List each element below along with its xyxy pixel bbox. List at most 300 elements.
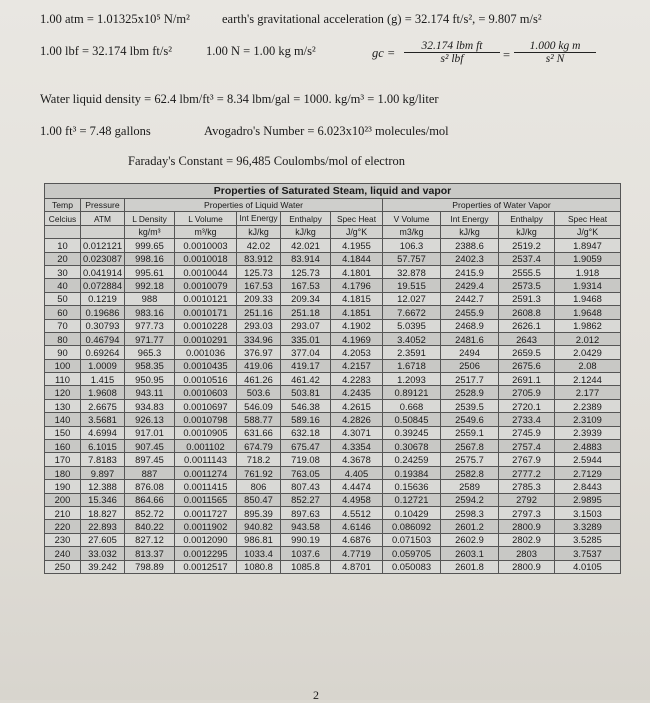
vapor-group-header: Properties of Water Vapor bbox=[383, 199, 621, 212]
table-cell: 2468.9 bbox=[441, 319, 499, 332]
table-row bbox=[45, 413, 621, 426]
table-cell: 125.73 bbox=[281, 265, 331, 278]
table-row bbox=[45, 480, 621, 493]
unit-header: m³/kg bbox=[175, 225, 237, 238]
table-cell: 965.3 bbox=[125, 346, 175, 359]
table-cell: 675.47 bbox=[281, 440, 331, 453]
table-cell: 0.0011274 bbox=[175, 466, 237, 479]
table-cell: 80 bbox=[45, 332, 81, 345]
table-cell: 1.9648 bbox=[555, 306, 621, 319]
table-cell: 0.071503 bbox=[383, 533, 441, 546]
table-cell: 60 bbox=[45, 306, 81, 319]
table-cell: 632.18 bbox=[281, 426, 331, 439]
table-cell: 4.1851 bbox=[331, 306, 383, 319]
table-cell: 907.45 bbox=[125, 440, 175, 453]
table-row bbox=[45, 440, 621, 453]
table-cell: 887 bbox=[125, 466, 175, 479]
table-cell: 631.66 bbox=[237, 426, 281, 439]
column-header: V Volume bbox=[383, 212, 441, 225]
table-cell: 4.1801 bbox=[331, 265, 383, 278]
water-density: Water liquid density = 62.4 lbm/ft³ = 8.34 lbm/gal = 1000. kg/m³ = 1.00 kg/liter bbox=[40, 92, 439, 106]
table-cell: 2733.4 bbox=[499, 413, 555, 426]
table-cell: 334.96 bbox=[237, 332, 281, 345]
table-row bbox=[45, 252, 621, 265]
table-row bbox=[45, 319, 621, 332]
table-row bbox=[45, 533, 621, 546]
table-cell: 2.3591 bbox=[383, 346, 441, 359]
gc-equals: = bbox=[503, 48, 511, 62]
table-cell: 0.0010291 bbox=[175, 332, 237, 345]
table-cell: 2.5944 bbox=[555, 453, 621, 466]
table-cell: 4.7719 bbox=[331, 547, 383, 560]
table-cell: 1.0009 bbox=[81, 359, 125, 372]
column-header: Int Energy bbox=[237, 212, 281, 225]
table-cell: 0.0010603 bbox=[175, 386, 237, 399]
table-cell: 2539.5 bbox=[441, 399, 499, 412]
table-cell: 1080.8 bbox=[237, 560, 281, 573]
table-cell: 864.66 bbox=[125, 493, 175, 506]
table-cell: 588.77 bbox=[237, 413, 281, 426]
table-cell: 4.6876 bbox=[331, 533, 383, 546]
table-cell: 377.04 bbox=[281, 346, 331, 359]
table-cell: 1.918 bbox=[555, 265, 621, 278]
table-cell: 983.16 bbox=[125, 306, 175, 319]
table-cell: 1.415 bbox=[81, 373, 125, 386]
table-cell: 958.35 bbox=[125, 359, 175, 372]
table-cell: 995.61 bbox=[125, 265, 175, 278]
table-cell: 110 bbox=[45, 373, 81, 386]
table-row bbox=[45, 399, 621, 412]
table-cell: 897.63 bbox=[281, 506, 331, 519]
table-cell: 806 bbox=[237, 480, 281, 493]
table-cell: 2506 bbox=[441, 359, 499, 372]
table-cell: 12.388 bbox=[81, 480, 125, 493]
table-cell: 100 bbox=[45, 359, 81, 372]
table-cell: 2442.7 bbox=[441, 292, 499, 305]
table-cell: 4.6146 bbox=[331, 520, 383, 533]
table-cell: 3.4052 bbox=[383, 332, 441, 345]
table-cell: 461.26 bbox=[237, 373, 281, 386]
table-cell: 2388.6 bbox=[441, 239, 499, 252]
table-cell: 0.0012090 bbox=[175, 533, 237, 546]
table-cell: 6.1015 bbox=[81, 440, 125, 453]
table-cell: 2582.8 bbox=[441, 466, 499, 479]
table-cell: 209.33 bbox=[237, 292, 281, 305]
table-row bbox=[45, 547, 621, 560]
table-row bbox=[45, 265, 621, 278]
table-cell: 180 bbox=[45, 466, 81, 479]
table-cell: 1.9468 bbox=[555, 292, 621, 305]
table-cell: 18.827 bbox=[81, 506, 125, 519]
table-cell: 2803 bbox=[499, 547, 555, 560]
table-cell: 293.03 bbox=[237, 319, 281, 332]
table-cell: 0.39245 bbox=[383, 426, 441, 439]
table-cell: 42.02 bbox=[237, 239, 281, 252]
column-header: Celcius bbox=[45, 212, 81, 225]
table-cell: 1085.8 bbox=[281, 560, 331, 573]
table-cell: 2591.3 bbox=[499, 292, 555, 305]
table-cell: 0.0010697 bbox=[175, 399, 237, 412]
table-cell: 4.2053 bbox=[331, 346, 383, 359]
table-cell: 0.19686 bbox=[81, 306, 125, 319]
table-cell: 897.45 bbox=[125, 453, 175, 466]
table-cell: 850.47 bbox=[237, 493, 281, 506]
table-cell: 992.18 bbox=[125, 279, 175, 292]
table-cell: 90 bbox=[45, 346, 81, 359]
table-cell: 0.0012517 bbox=[175, 560, 237, 573]
table-cell: 376.97 bbox=[237, 346, 281, 359]
table-cell: 140 bbox=[45, 413, 81, 426]
table-cell: 2601.2 bbox=[441, 520, 499, 533]
table-cell: 2785.3 bbox=[499, 480, 555, 493]
table-cell: 2.9895 bbox=[555, 493, 621, 506]
table-cell: 2555.5 bbox=[499, 265, 555, 278]
table-cell: 2519.2 bbox=[499, 239, 555, 252]
table-cell: 4.2435 bbox=[331, 386, 383, 399]
table-cell: 2603.1 bbox=[441, 547, 499, 560]
table-cell: 210 bbox=[45, 506, 81, 519]
table-cell: 4.3678 bbox=[331, 453, 383, 466]
table-cell: 2.012 bbox=[555, 332, 621, 345]
table-cell: 10 bbox=[45, 239, 81, 252]
table-cell: 4.1796 bbox=[331, 279, 383, 292]
table-cell: 5.0395 bbox=[383, 319, 441, 332]
column-header: L Volume bbox=[175, 212, 237, 225]
table-cell: 70 bbox=[45, 319, 81, 332]
table-cell: 0.0010171 bbox=[175, 306, 237, 319]
table-cell: 1.9608 bbox=[81, 386, 125, 399]
table-cell: 0.0010905 bbox=[175, 426, 237, 439]
gc-fraction-2 bbox=[514, 40, 596, 65]
table-cell: 4.3354 bbox=[331, 440, 383, 453]
temp-group-header: Temp bbox=[45, 199, 81, 212]
table-cell: 4.8701 bbox=[331, 560, 383, 573]
table-cell: 2.4883 bbox=[555, 440, 621, 453]
table-cell: 0.46794 bbox=[81, 332, 125, 345]
table-cell: 1.2093 bbox=[383, 373, 441, 386]
table-cell: 3.5681 bbox=[81, 413, 125, 426]
table-cell: 0.0011565 bbox=[175, 493, 237, 506]
table-cell: 2777.2 bbox=[499, 466, 555, 479]
table-cell: 2567.8 bbox=[441, 440, 499, 453]
unit-header: m3/kg bbox=[383, 225, 441, 238]
table-cell: 0.0011727 bbox=[175, 506, 237, 519]
table-cell: 813.37 bbox=[125, 547, 175, 560]
table-cell: 2757.4 bbox=[499, 440, 555, 453]
table-cell: 546.09 bbox=[237, 399, 281, 412]
unit-header: J/g°K bbox=[331, 225, 383, 238]
table-cell: 0.30793 bbox=[81, 319, 125, 332]
table-cell: 1.9314 bbox=[555, 279, 621, 292]
table-cell: 209.34 bbox=[281, 292, 331, 305]
table-row bbox=[45, 279, 621, 292]
table-cell: 15.346 bbox=[81, 493, 125, 506]
table-cell: 461.42 bbox=[281, 373, 331, 386]
table-cell: 0.69264 bbox=[81, 346, 125, 359]
table-row bbox=[45, 373, 621, 386]
table-cell: 4.2157 bbox=[331, 359, 383, 372]
table-cell: 2767.9 bbox=[499, 453, 555, 466]
table-cell: 125.73 bbox=[237, 265, 281, 278]
table-cell: 674.79 bbox=[237, 440, 281, 453]
pressure-group-header: Pressure bbox=[81, 199, 125, 212]
table-cell: 0.0010018 bbox=[175, 252, 237, 265]
table-cell: 4.2283 bbox=[331, 373, 383, 386]
table-cell: 0.10429 bbox=[383, 506, 441, 519]
table-cell: 2594.2 bbox=[441, 493, 499, 506]
table-cell: 167.53 bbox=[281, 279, 331, 292]
table-cell: 840.22 bbox=[125, 520, 175, 533]
table-cell: 1033.4 bbox=[237, 547, 281, 560]
table-row bbox=[45, 520, 621, 533]
gc-numerator-1: 32.174 lbm ft bbox=[404, 40, 500, 53]
table-cell: 0.0010798 bbox=[175, 413, 237, 426]
table-cell: 7.6672 bbox=[383, 306, 441, 319]
table-cell: 2626.1 bbox=[499, 319, 555, 332]
table-cell: 2.3939 bbox=[555, 426, 621, 439]
unit-header: kg/m³ bbox=[125, 225, 175, 238]
table-cell: 0.012121 bbox=[81, 239, 125, 252]
table-cell: 42.021 bbox=[281, 239, 331, 252]
table-cell: 0.668 bbox=[383, 399, 441, 412]
gallons-constant: 1.00 ft³ = 7.48 gallons bbox=[40, 124, 151, 138]
table-cell: 2792 bbox=[499, 493, 555, 506]
table-cell: 2.8443 bbox=[555, 480, 621, 493]
table-cell: 4.0105 bbox=[555, 560, 621, 573]
column-header: Spec Heat bbox=[331, 212, 383, 225]
table-cell: 2.7129 bbox=[555, 466, 621, 479]
table-cell: 934.83 bbox=[125, 399, 175, 412]
table-cell: 763.05 bbox=[281, 466, 331, 479]
table-cell: 2675.6 bbox=[499, 359, 555, 372]
unit-header: kJ/kg bbox=[441, 225, 499, 238]
table-cell: 1.8947 bbox=[555, 239, 621, 252]
table-cell: 4.4474 bbox=[331, 480, 383, 493]
table-cell: 30 bbox=[45, 265, 81, 278]
table-cell: 0.041914 bbox=[81, 265, 125, 278]
table-cell: 4.2826 bbox=[331, 413, 383, 426]
table-cell: 4.405 bbox=[331, 466, 383, 479]
table-cell: 4.1969 bbox=[331, 332, 383, 345]
table-cell: 2494 bbox=[441, 346, 499, 359]
table-cell: 0.89121 bbox=[383, 386, 441, 399]
table-cell: 988 bbox=[125, 292, 175, 305]
gc-label: gc = bbox=[372, 46, 396, 60]
column-header: ATM bbox=[81, 212, 125, 225]
table-cell: 50 bbox=[45, 292, 81, 305]
table-cell: 39.242 bbox=[81, 560, 125, 573]
table-cell: 0.0011902 bbox=[175, 520, 237, 533]
table-cell: 0.1219 bbox=[81, 292, 125, 305]
table-cell: 4.2615 bbox=[331, 399, 383, 412]
page-number: 2 bbox=[313, 688, 319, 702]
table-row bbox=[45, 306, 621, 319]
table-cell: 2.1244 bbox=[555, 373, 621, 386]
table-cell: 546.38 bbox=[281, 399, 331, 412]
column-header: Enthalpy bbox=[281, 212, 331, 225]
table-cell: 827.12 bbox=[125, 533, 175, 546]
table-cell: 190 bbox=[45, 480, 81, 493]
table-row bbox=[45, 466, 621, 479]
unit-header: kJ/kg bbox=[281, 225, 331, 238]
table-cell: 2559.1 bbox=[441, 426, 499, 439]
table-cell: 419.06 bbox=[237, 359, 281, 372]
table-cell: 1.9862 bbox=[555, 319, 621, 332]
table-row bbox=[45, 560, 621, 573]
table-cell: 0.24259 bbox=[383, 453, 441, 466]
table-cell: 2429.4 bbox=[441, 279, 499, 292]
table-cell: 419.17 bbox=[281, 359, 331, 372]
table-row bbox=[45, 332, 621, 345]
gc-numerator-2: 1.000 kg m bbox=[514, 40, 596, 53]
table-cell: 971.77 bbox=[125, 332, 175, 345]
table-cell: 0.023087 bbox=[81, 252, 125, 265]
table-cell: 4.1955 bbox=[331, 239, 383, 252]
unit-header bbox=[81, 225, 125, 238]
table-cell: 57.757 bbox=[383, 252, 441, 265]
table-cell: 990.19 bbox=[281, 533, 331, 546]
table-cell: 2.2389 bbox=[555, 399, 621, 412]
table-cell: 0.0011415 bbox=[175, 480, 237, 493]
table-cell: 2598.3 bbox=[441, 506, 499, 519]
table-row bbox=[45, 506, 621, 519]
lbf-constant: 1.00 lbf = 32.174 lbm ft/s² bbox=[40, 44, 172, 58]
table-cell: 2.0429 bbox=[555, 346, 621, 359]
table-cell: 2.6675 bbox=[81, 399, 125, 412]
table-cell: 83.914 bbox=[281, 252, 331, 265]
table-cell: 2573.5 bbox=[499, 279, 555, 292]
unit-header: J/g°K bbox=[555, 225, 621, 238]
table-cell: 120 bbox=[45, 386, 81, 399]
column-header: L Density bbox=[125, 212, 175, 225]
table-cell: 950.95 bbox=[125, 373, 175, 386]
table-cell: 230 bbox=[45, 533, 81, 546]
table-row bbox=[45, 426, 621, 439]
column-header: Int Energy bbox=[441, 212, 499, 225]
table-cell: 2415.9 bbox=[441, 265, 499, 278]
table-cell: 32.878 bbox=[383, 265, 441, 278]
table-cell: 3.5285 bbox=[555, 533, 621, 546]
table-cell: 4.5512 bbox=[331, 506, 383, 519]
table-cell: 40 bbox=[45, 279, 81, 292]
table-cell: 4.1902 bbox=[331, 319, 383, 332]
unit-header: kJ/kg bbox=[499, 225, 555, 238]
table-cell: 2481.6 bbox=[441, 332, 499, 345]
table-cell: 2659.5 bbox=[499, 346, 555, 359]
table-cell: 999.65 bbox=[125, 239, 175, 252]
table-cell: 167.53 bbox=[237, 279, 281, 292]
table-cell: 2643 bbox=[499, 332, 555, 345]
table-cell: 0.15636 bbox=[383, 480, 441, 493]
table-cell: 2691.1 bbox=[499, 373, 555, 386]
table-cell: 2720.1 bbox=[499, 399, 555, 412]
table-cell: 917.01 bbox=[125, 426, 175, 439]
faraday-constant: Faraday's Constant = 96,485 Coulombs/mol of electron bbox=[128, 154, 405, 168]
table-cell: 2528.9 bbox=[441, 386, 499, 399]
table-cell: 2601.8 bbox=[441, 560, 499, 573]
table-cell: 12.027 bbox=[383, 292, 441, 305]
column-header: Spec Heat bbox=[555, 212, 621, 225]
table-cell: 943.58 bbox=[281, 520, 331, 533]
table-cell: 200 bbox=[45, 493, 81, 506]
newton-constant: 1.00 N = 1.00 kg m/s² bbox=[206, 44, 316, 58]
table-cell: 2.3109 bbox=[555, 413, 621, 426]
table-row bbox=[45, 493, 621, 506]
table-cell: 0.19384 bbox=[383, 466, 441, 479]
table-cell: 2800.9 bbox=[499, 560, 555, 573]
table-cell: 0.0011143 bbox=[175, 453, 237, 466]
table-cell: 170 bbox=[45, 453, 81, 466]
table-cell: 2549.6 bbox=[441, 413, 499, 426]
table-cell: 0.30678 bbox=[383, 440, 441, 453]
table-cell: 719.08 bbox=[281, 453, 331, 466]
steam-table bbox=[44, 183, 621, 574]
table-cell: 20 bbox=[45, 252, 81, 265]
table-cell: 2455.9 bbox=[441, 306, 499, 319]
table-cell: 0.086092 bbox=[383, 520, 441, 533]
table-cell: 22.893 bbox=[81, 520, 125, 533]
table-row bbox=[45, 346, 621, 359]
table-cell: 27.605 bbox=[81, 533, 125, 546]
table-cell: 3.7537 bbox=[555, 547, 621, 560]
unit-header: kJ/kg bbox=[237, 225, 281, 238]
table-cell: 876.08 bbox=[125, 480, 175, 493]
table-cell: 998.16 bbox=[125, 252, 175, 265]
table-cell: 2575.7 bbox=[441, 453, 499, 466]
table-cell: 335.01 bbox=[281, 332, 331, 345]
gc-denominator-2: s² N bbox=[545, 53, 565, 65]
table-cell: 293.07 bbox=[281, 319, 331, 332]
table-cell: 251.18 bbox=[281, 306, 331, 319]
table-cell: 589.16 bbox=[281, 413, 331, 426]
table-cell: 83.912 bbox=[237, 252, 281, 265]
table-cell: 986.81 bbox=[237, 533, 281, 546]
table-cell: 160 bbox=[45, 440, 81, 453]
table-cell: 7.8183 bbox=[81, 453, 125, 466]
table-cell: 0.12721 bbox=[383, 493, 441, 506]
table-cell: 503.81 bbox=[281, 386, 331, 399]
table-cell: 33.032 bbox=[81, 547, 125, 560]
table-cell: 251.16 bbox=[237, 306, 281, 319]
atm-constant: 1.00 atm = 1.01325x10⁵ N/m² bbox=[40, 12, 190, 26]
table-cell: 926.13 bbox=[125, 413, 175, 426]
table-cell: 0.0010516 bbox=[175, 373, 237, 386]
table-cell: 761.92 bbox=[237, 466, 281, 479]
table-cell: 1037.6 bbox=[281, 547, 331, 560]
column-header: Enthalpy bbox=[499, 212, 555, 225]
table-cell: 798.89 bbox=[125, 560, 175, 573]
table-cell: 2402.3 bbox=[441, 252, 499, 265]
table-row bbox=[45, 359, 621, 372]
table-cell: 503.6 bbox=[237, 386, 281, 399]
table-cell: 2802.9 bbox=[499, 533, 555, 546]
table-cell: 0.0010228 bbox=[175, 319, 237, 332]
table-cell: 4.1844 bbox=[331, 252, 383, 265]
table-cell: 0.001102 bbox=[175, 440, 237, 453]
table-cell: 2608.8 bbox=[499, 306, 555, 319]
steam-table-container bbox=[44, 183, 620, 574]
gravity-constant: earth's gravitational acceleration (g) = 32.174 ft/s², = 9.807 m/s² bbox=[222, 12, 542, 26]
table-cell: 4.4958 bbox=[331, 493, 383, 506]
table-cell: 718.2 bbox=[237, 453, 281, 466]
table-cell: 220 bbox=[45, 520, 81, 533]
table-cell: 2800.9 bbox=[499, 520, 555, 533]
gc-fraction-1 bbox=[404, 40, 500, 65]
table-row bbox=[45, 453, 621, 466]
table-cell: 9.897 bbox=[81, 466, 125, 479]
table-cell: 0.0010079 bbox=[175, 279, 237, 292]
table-cell: 0.0012295 bbox=[175, 547, 237, 560]
